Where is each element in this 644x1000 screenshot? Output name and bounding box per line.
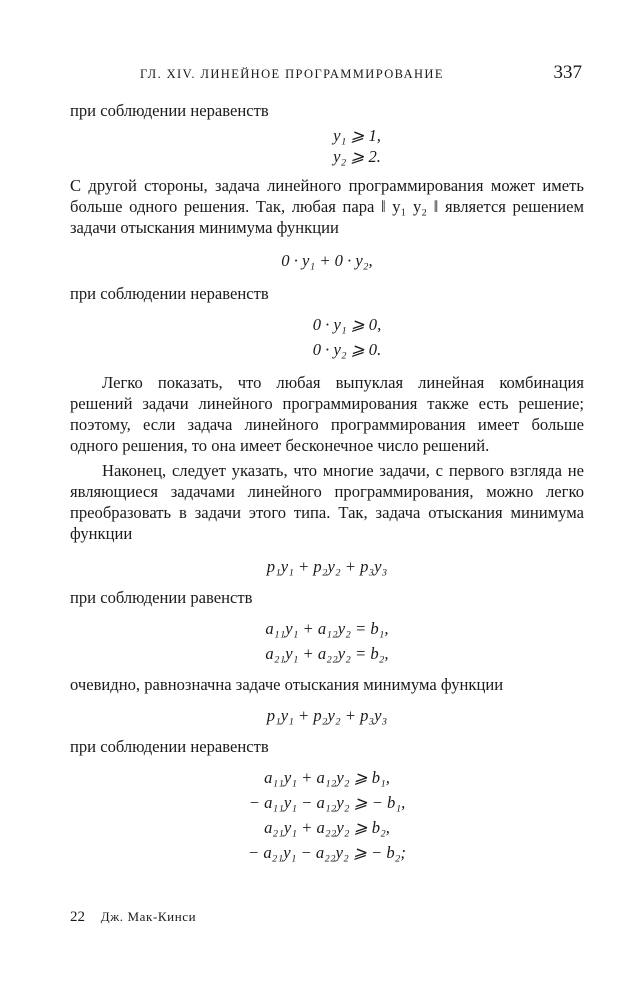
page-body bbox=[70, 100, 584, 863]
paragraph-2: С другой стороны, задача линейного программирования может иметь больше одного решения. Так, любая пара ‖ y₁ y₂ ‖ является решением задачи отыскания минимума функции bbox=[70, 176, 584, 237]
formula-y1: y₁ ⩾ 1, bbox=[333, 126, 381, 145]
running-title: ГЛ. XIV. ЛИНЕЙНОЕ ПРОГРАММИРОВАНИЕ bbox=[140, 67, 444, 81]
signature-number: 22 bbox=[70, 909, 85, 925]
formula-objective-2: p₁y₁ + p₂y₂ + p₃y₃ bbox=[266, 706, 388, 725]
formula-zero-sum: 0 · y₁ + 0 · y₂, bbox=[281, 251, 373, 270]
formula-ineq-3: a₂₁y₁ + a₂₂y₂ ⩾ b₂, bbox=[264, 818, 390, 837]
printer-signature bbox=[70, 909, 196, 926]
paragraph-6: при соблюдении равенств bbox=[70, 588, 253, 607]
paragraph-7: очевидно, равнозначна задаче отыскания минимума функции bbox=[70, 675, 504, 694]
formula-ineq-2: − a₁₁y₁ − a₁₂y₂ ⩾ − b₁, bbox=[248, 793, 406, 812]
paragraph-8: при соблюдении неравенств bbox=[70, 737, 269, 756]
formula-zero-ineq-1: 0 · y₁ ⩾ 0, bbox=[312, 315, 382, 334]
formula-ineq-4: − a₂₁y₁ − a₂₂y₂ ⩾ − b₂; bbox=[248, 843, 406, 862]
formula-equality-2: a₂₁y₁ + a₂₂y₂ = b₂, bbox=[265, 644, 389, 663]
paragraph-1: при соблюдении неравенств bbox=[70, 101, 269, 120]
formula-y2: y₂ ⩾ 2. bbox=[333, 147, 381, 166]
formula-zero-ineq-2: 0 · y₂ ⩾ 0. bbox=[312, 340, 382, 359]
paragraph-4: Легко показать, что любая выпуклая линейная комбинация решений задачи линейного программирования также есть решение; поэтому, если задача линейного программирования имеет больше одного решения, то она имеет бесконечное число решений. bbox=[70, 373, 584, 455]
paragraph-5: Наконец, следует указать, что многие задачи, с первого взгляда не являющиеся задачами линейного программирования, можно легко преобразовать в задачи этого типа. Так, задача отыскания минимума функции bbox=[70, 461, 584, 543]
page-header bbox=[140, 62, 582, 86]
formula-ineq-1: a₁₁y₁ + a₁₂y₂ ⩾ b₁, bbox=[264, 768, 390, 787]
page-number: 337 bbox=[553, 62, 582, 83]
formula-equality-1: a₁₁y₁ + a₁₂y₂ = b₁, bbox=[265, 619, 389, 638]
formula-objective-1: p₁y₁ + p₂y₂ + p₃y₃ bbox=[266, 557, 388, 576]
signature-text: Дж. Мак-Кинси bbox=[100, 909, 197, 924]
paragraph-3: при соблюдении неравенств bbox=[70, 284, 269, 303]
